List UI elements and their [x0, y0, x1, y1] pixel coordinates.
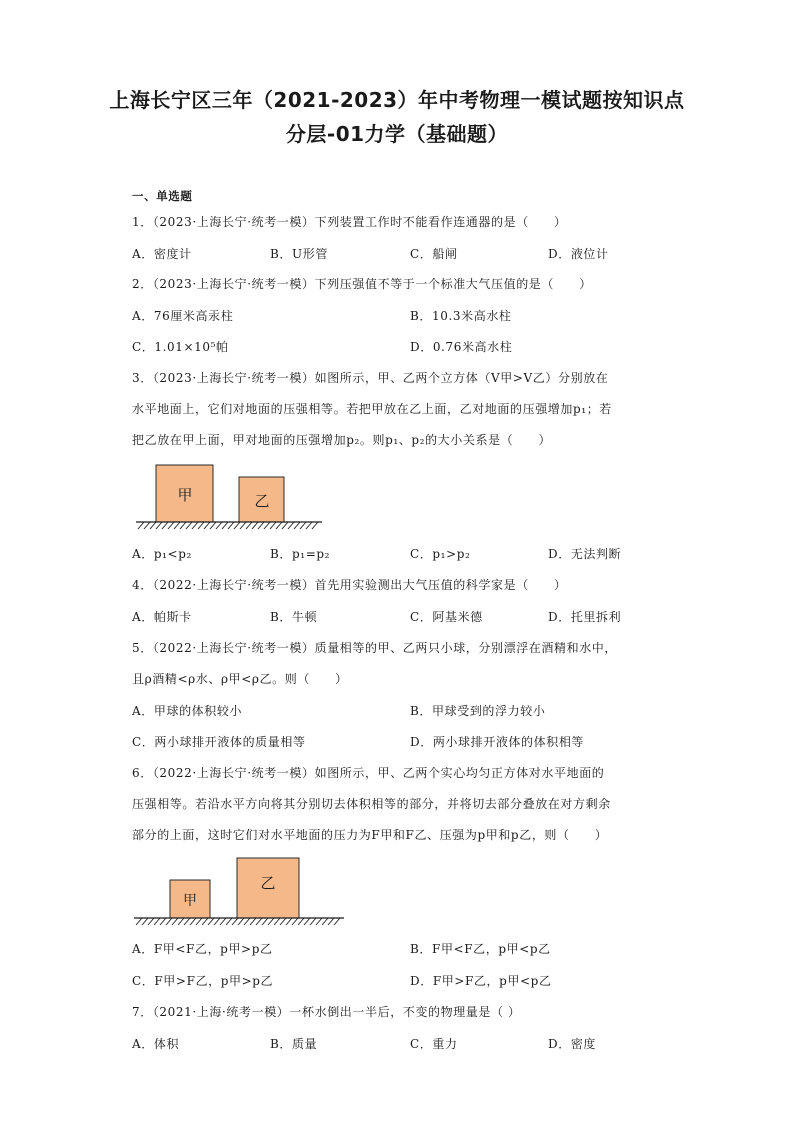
- question-2-option-c: C．1.01×10⁵帕: [132, 340, 229, 354]
- question-6-option-a: A．F甲<F乙，p甲>p乙: [132, 942, 273, 956]
- question-6-option-d: D．F甲>F乙，p甲<p乙: [410, 974, 552, 988]
- question-3-option-c: C．p₁>p₂: [410, 547, 471, 561]
- block-yi-label: 乙: [254, 492, 270, 510]
- question-7-option-c: C．重力: [410, 1037, 458, 1051]
- question-2-option-d: D．0.76米高水柱: [410, 340, 513, 354]
- document-title-line-2: 分层-01力学（基础题）: [285, 122, 509, 146]
- question-6-figure: [132, 856, 352, 928]
- question-1-stem: 1．（2023·上海长宁·统考一模）下列装置工作时不能看作连通器的是（ ）: [132, 215, 567, 229]
- question-6-stem-line-1: 6．（2022·上海长宁·统考一模）如图所示，甲、乙两个实心均匀正方体对水平地面的: [132, 766, 605, 780]
- question-2-option-a: A．76厘米高汞柱: [132, 309, 234, 323]
- question-2-option-b: B．10.3米高水柱: [410, 309, 512, 323]
- question-1-option-a: A．密度计: [132, 247, 192, 261]
- question-5-option-c: C．两小球排开液体的质量相等: [132, 735, 306, 749]
- ground-hatching: [138, 522, 318, 529]
- question-4-option-a: A．帕斯卡: [132, 610, 192, 624]
- question-7-option-b: B．质量: [270, 1037, 318, 1051]
- section-heading: 一、单选题: [132, 189, 193, 203]
- question-3-stem-line-2: 水平地面上，它们对地面的压强相等。若把甲放在乙上面，乙对地面的压强增加p₁；若: [132, 402, 612, 416]
- question-3-option-d: D．无法判断: [548, 547, 622, 561]
- question-3-figure: [132, 462, 332, 534]
- question-3-stem-line-3: 把乙放在甲上面，甲对地面的压强增加p₂。则p₁、p₂的大小关系是（ ）: [132, 433, 552, 447]
- question-4-option-b: B．牛顿: [270, 610, 318, 624]
- question-4-option-d: D．托里拆利: [548, 610, 622, 624]
- question-1-option-b: B．U形管: [270, 247, 328, 261]
- block-jia-label: 甲: [177, 486, 193, 504]
- block-yi-label: 乙: [260, 874, 276, 892]
- question-2-stem: 2．（2023·上海长宁·统考一模）下列压强值不等于一个标准大气压值的是（ ）: [132, 277, 592, 291]
- question-5-option-b: B．甲球受到的浮力较小: [410, 704, 546, 718]
- question-6-stem-line-3: 部分的上面，这时它们对水平地面的压力为F甲和F乙、压强为p甲和p乙，则（ ）: [132, 828, 608, 842]
- question-3-option-b: B．p₁=p₂: [270, 547, 331, 561]
- document-title-line-1: 上海长宁区三年（2021-2023）年中考物理一模试题按知识点: [109, 88, 685, 112]
- question-4-stem: 4．（2022·上海长宁·统考一模）首先用实验测出大气压值的科学家是（ ）: [132, 578, 567, 592]
- question-1-option-c: C．船闸: [410, 247, 458, 261]
- question-3-stem-line-1: 3．（2023·上海长宁·统考一模）如图所示，甲、乙两个立方体（V甲>V乙）分别放在: [132, 371, 609, 385]
- block-jia-label: 甲: [183, 893, 197, 909]
- question-3-option-a: A．p₁<p₂: [132, 547, 192, 561]
- question-5-option-d: D．两小球排开液体的体积相等: [410, 735, 585, 749]
- question-6-stem-line-2: 压强相等。若沿水平方向将其分别切去体积相等的部分，并将切去部分叠放在对方剩余: [132, 797, 611, 811]
- question-7-option-a: A．体积: [132, 1037, 180, 1051]
- question-5-stem-line-1: 5．（2022·上海长宁·统考一模）质量相等的甲、乙两只小球，分别漂浮在酒精和水中，: [132, 641, 618, 655]
- question-1-option-d: D．液位计: [548, 247, 609, 261]
- question-7-option-d: D．密度: [548, 1037, 597, 1051]
- ground-hatching: [136, 918, 340, 925]
- question-5-option-a: A．甲球的体积较小: [132, 704, 243, 718]
- question-5-stem-line-2: 且ρ酒精<ρ水、ρ甲<ρ乙。则（ ）: [132, 672, 348, 686]
- question-7-stem: 7．（2021·上海·统考一模）一杯水倒出一半后，不变的物理量是（ ）: [132, 1005, 521, 1019]
- question-6-option-b: B．F甲<F乙，p甲<p乙: [410, 942, 551, 956]
- question-6-option-c: C．F甲>F乙，p甲>p乙: [132, 974, 274, 988]
- question-4-option-c: C．阿基米德: [410, 610, 483, 624]
